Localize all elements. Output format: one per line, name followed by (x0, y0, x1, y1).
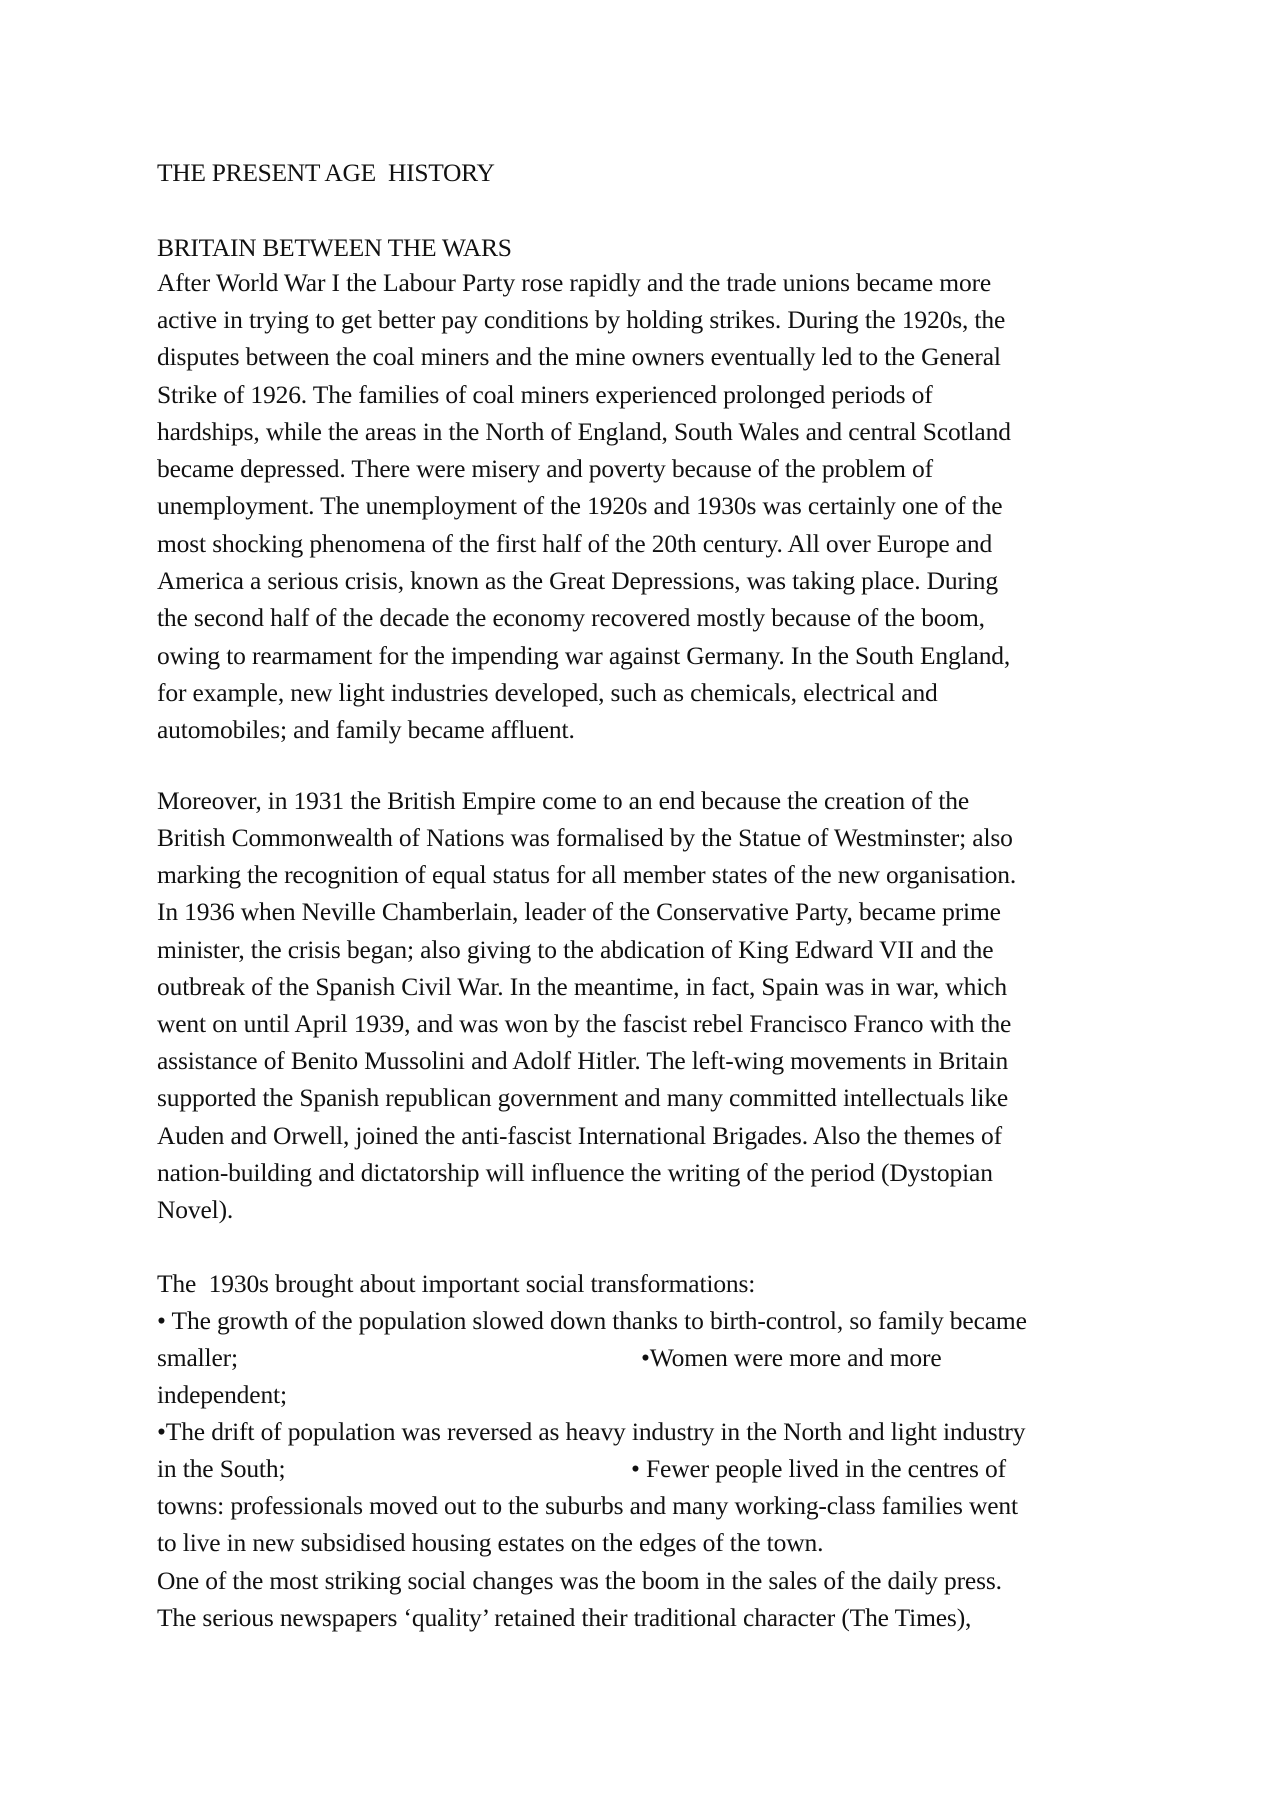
paragraph-line: Novel). (157, 1195, 234, 1224)
bullet-item-drift: •The drift of population was reversed as heavy industry in the North and light industry (157, 1417, 1026, 1446)
paragraph-line: In 1936 when Neville Chamberlain, leader of the Conservative Party, became prime (157, 897, 1001, 926)
paragraph-line: outbreak of the Spanish Civil War. In the meantime, in fact, Spain was in war, which (157, 972, 1007, 1001)
bullet-item-women: •Women were more and more (641, 1343, 942, 1372)
paragraph-line: After World War I the Labour Party rose rapidly and the trade unions became more (157, 268, 992, 297)
paragraph-line: One of the most striking social changes was the boom in the sales of the daily press. (157, 1566, 1002, 1595)
paragraph-line: assistance of Benito Mussolini and Adolf Hitler. The left-wing movements in Britain (157, 1046, 1009, 1075)
paragraph-line: unemployment. The unemployment of the 1920s and 1930s was certainly one of the (157, 491, 1003, 520)
paragraph-line: marking the recognition of equal status for all member states of the new organisation. (157, 860, 1017, 889)
paragraph-line: Moreover, in 1931 the British Empire come to an end because the creation of the (157, 786, 970, 815)
paragraph-line: owing to rearmament for the impending war against Germany. In the South England, (157, 641, 1011, 670)
paragraph-line: The serious newspapers ‘quality’ retained their traditional character (The Times), (157, 1603, 972, 1632)
paragraph-line: became depressed. There were misery and poverty because of the problem of (157, 454, 933, 483)
paragraph-line: Auden and Orwell, joined the anti-fascist International Brigades. Also the themes of (157, 1121, 1002, 1150)
paragraph-line: the second half of the decade the economy recovered mostly because of the boom, (157, 603, 985, 632)
bullet-item-towns: • Fewer people lived in the centres of (631, 1454, 1006, 1483)
paragraph-line: disputes between the coal miners and the mine owners eventually led to the General (157, 342, 1001, 371)
paragraph-line: most shocking phenomena of the first half of the 20th century. All over Europe and (157, 529, 993, 558)
bullet-item-population-cont: smaller; (157, 1343, 238, 1372)
bullet-item-towns-cont: to live in new subsidised housing estates on the edges of the town. (157, 1528, 824, 1557)
list-intro: The 1930s brought about important social transformations: (157, 1269, 756, 1298)
paragraph-line: active in trying to get better pay conditions by holding strikes. During the 1920s, the (157, 305, 1006, 334)
bullet-item-drift-cont: in the South; (157, 1454, 286, 1483)
paragraph-line: went on until April 1939, and was won by the fascist rebel Francisco Franco with the (157, 1009, 1012, 1038)
paragraph-line: Strike of 1926. The families of coal miners experienced prolonged periods of (157, 380, 933, 409)
section-heading: BRITAIN BETWEEN THE WARS (157, 233, 512, 262)
paragraph-line: hardships, while the areas in the North of England, South Wales and central Scotland (157, 417, 1011, 446)
bullet-item-towns-cont: towns: professionals moved out to the suburbs and many working-class families went (157, 1491, 1018, 1520)
bullet-item-population: • The growth of the population slowed down thanks to birth-control, so family became (157, 1306, 1027, 1335)
bullet-item-women-cont: independent; (157, 1380, 287, 1409)
paragraph-line: British Commonwealth of Nations was formalised by the Statue of Westminster; also (157, 823, 1013, 852)
paragraph-line: America a serious crisis, known as the Great Depressions, was taking place. During (157, 566, 999, 595)
paragraph-line: supported the Spanish republican government and many committed intellectuals like (157, 1083, 1009, 1112)
paragraph-line: nation-building and dictatorship will influence the writing of the period (Dystopian (157, 1158, 993, 1187)
paragraph-line: minister, the crisis began; also giving to the abdication of King Edward VII and the (157, 935, 994, 964)
document-title: THE PRESENT AGE HISTORY (157, 158, 495, 187)
paragraph-line: for example, new light industries developed, such as chemicals, electrical and (157, 678, 938, 707)
paragraph-line: automobiles; and family became affluent. (157, 715, 575, 744)
